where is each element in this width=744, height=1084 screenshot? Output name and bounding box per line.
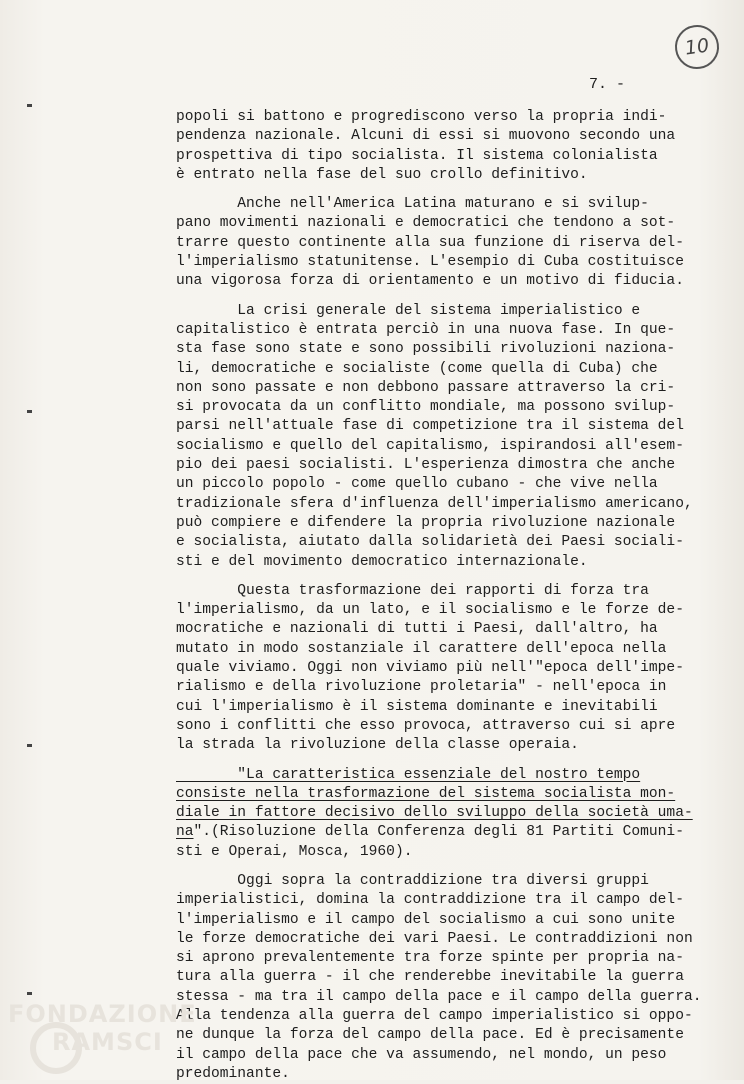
text-line: mutato in modo sostanziale il carattere dell'epoca nella: [176, 640, 667, 657]
underlined-quote-line: "La caratteristica essenziale del nostro tempo: [176, 766, 641, 783]
text-line: ne dunque la forza del campo della pace. Ed è precisamente: [176, 1027, 684, 1044]
text-line: l'imperialismo e il campo del socialismo a cui sono unite: [176, 911, 676, 928]
underlined-quote-line: diale in fattore decisivo dello sviluppo della società uma-: [176, 805, 693, 822]
page-number: 7. -: [589, 76, 626, 93]
text-line: sti e del movimento democratico internazionale.: [176, 553, 588, 570]
text-line: un piccolo popolo - come quello cubano - che vive nella: [176, 476, 658, 493]
paragraph-3: [176, 302, 716, 572]
quotation-paragraph: [176, 766, 716, 862]
text-line: capitalistico è entrata perciò in una nuova fase. In que-: [176, 321, 676, 338]
text-line: imperialistici, domina la contraddizione tra il campo del-: [176, 892, 684, 909]
text-line: La crisi generale del sistema imperialistico e: [176, 302, 641, 319]
watermark-text-bottom: RAMSCI: [52, 1028, 163, 1056]
text-line: Oggi sopra la contraddizione tra diversi gruppi: [176, 872, 649, 889]
body-text: [176, 108, 716, 1084]
text-line: predominante.: [176, 1065, 290, 1082]
text-line: pio dei paesi socialisti. L'esperienza dimostra che anche: [176, 457, 676, 474]
paragraph-1: [176, 108, 716, 185]
text-line: socialismo e quello del capitalismo, ispirandosi all'esem-: [176, 437, 684, 454]
text-line: trarre questo continente alla sua funzione di riserva del-: [176, 234, 684, 251]
text-line: si provocata da un conflitto mondiale, ma possono svilup-: [176, 399, 676, 416]
margin-mark: [27, 410, 32, 413]
text-line: Anche nell'America Latina maturano e si svilup-: [176, 196, 649, 213]
text-line: tradizionale sfera d'influenza dell'imperialismo americano,: [176, 495, 693, 512]
text-line: le forze democratiche dei vari Paesi. Le contraddizioni non: [176, 930, 693, 947]
text-line: parsi nell'attuale fase di competizione tra il sistema del: [176, 418, 684, 435]
text-line: Questa trasformazione dei rapporti di forza tra: [176, 582, 649, 599]
text-line: si aprono prevalentemente tra forze spinte per propria na-: [176, 950, 684, 967]
paragraph-4: [176, 582, 716, 756]
text-line: sono i conflitti che esso provoca, attraverso cui si apre: [176, 717, 676, 734]
text-line: l'imperialismo statunitense. L'esempio di Cuba costituisce: [176, 254, 684, 271]
citation-text: ".(Risoluzione della Conferenza degli 81 Partiti Comuni-: [193, 824, 684, 841]
text-line: la strada la rivoluzione della classe operaia.: [176, 737, 579, 754]
paragraph-2: [176, 195, 716, 291]
text-line: sta fase sono state e sono possibili rivoluzioni naziona-: [176, 341, 676, 358]
underlined-quote-fragment: na: [176, 824, 194, 841]
text-line: pano movimenti nazionali e democratici che tendono a sot-: [176, 215, 676, 232]
text-line: cui l'imperialismo è il sistema dominante e inevitabili: [176, 698, 658, 715]
text-line: il campo della pace che va assumendo, nel mondo, un peso: [176, 1046, 667, 1063]
text-line: pendenza nazionale. Alcuni di essi si muovono secondo una: [176, 128, 676, 145]
underlined-quote-line: consiste nella trasformazione del sistema socialista mon-: [176, 785, 676, 802]
text-line: stessa - ma tra il campo della pace e il campo della guerra.: [176, 988, 702, 1005]
text-line: non sono passate e non debbono passare attraverso la cri-: [176, 379, 676, 396]
paragraph-6: [176, 872, 716, 1084]
margin-mark: [27, 744, 32, 747]
fondazione-gramsci-watermark: [8, 994, 208, 1080]
text-line: è entrato nella fase del suo crollo definitivo.: [176, 166, 588, 183]
text-line: quale viviamo. Oggi non viviamo più nell'"epoca dell'impe-: [176, 660, 684, 677]
text-line: rialismo e della rivoluzione proletaria" - nell'epoca in: [176, 679, 667, 696]
text-line: sti e Operai, Mosca, 1960).: [176, 843, 413, 860]
handwritten-page-stamp: 10: [672, 22, 722, 72]
text-line: li, democratiche e socialiste (come quella di Cuba) che: [176, 360, 658, 377]
text-line: può compiere e difendere la propria rivoluzione nazionale: [176, 514, 676, 531]
margin-mark: [27, 104, 32, 107]
text-line: una vigorosa forza di orientamento e un motivo di fiducia.: [176, 273, 684, 290]
text-line: prospettiva di tipo socialista. Il sistema colonialista: [176, 147, 658, 164]
text-line: l'imperialismo, da un lato, e il socialismo e le forze de-: [176, 602, 684, 619]
text-line: mocratiche e nazionali di tutti i Paesi, dall'altro, ha: [176, 621, 658, 638]
text-line: e socialista, aiutato dalla solidarietà dei Paesi sociali-: [176, 534, 684, 551]
text-line: popoli si battono e progrediscono verso la propria indi-: [176, 109, 667, 125]
text-line: Alla tendenza alla guerra del campo imperialistico si oppo-: [176, 1008, 693, 1025]
watermark-text-top: FONDAZIONE: [8, 1000, 197, 1028]
text-line: tura alla guerra - il che renderebbe inevitabile la guerra: [176, 969, 684, 986]
